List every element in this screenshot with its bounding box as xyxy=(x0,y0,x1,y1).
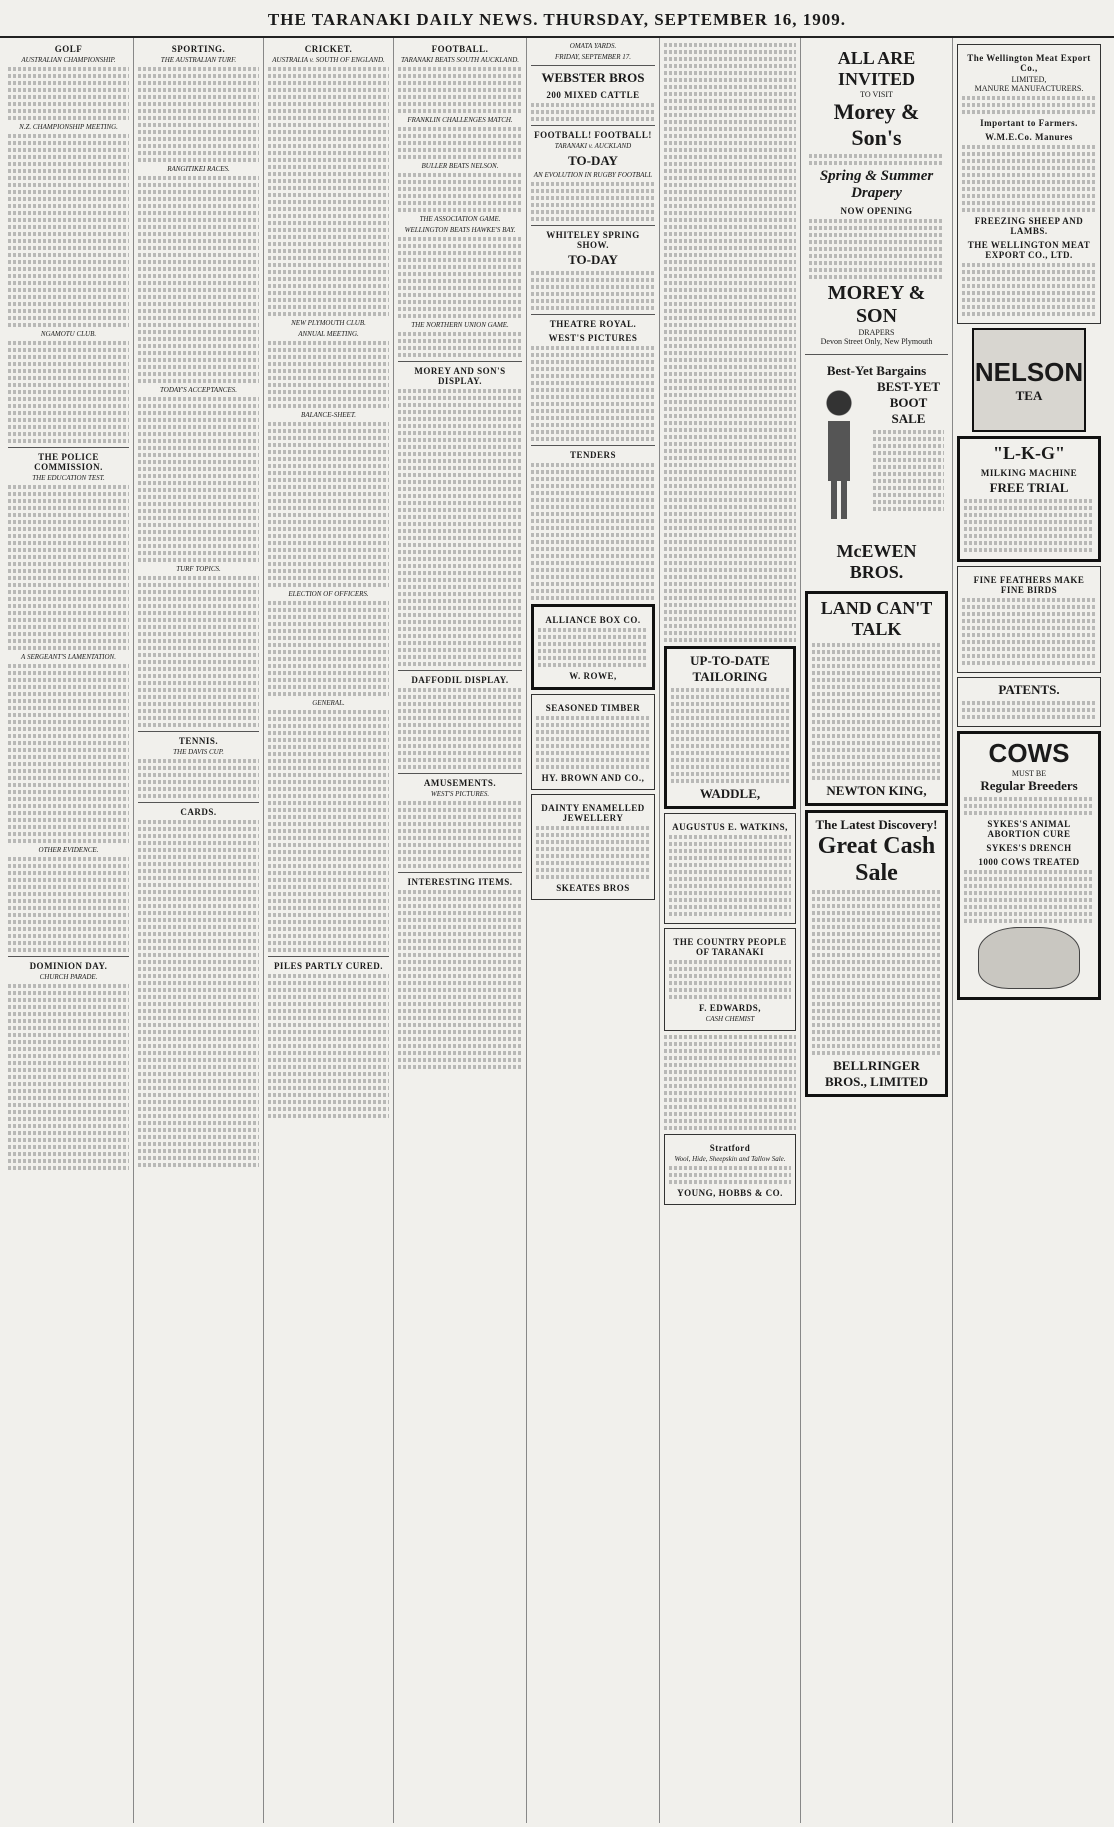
morey-and-son: MOREY & SON xyxy=(827,282,926,327)
cricket-body xyxy=(268,67,389,316)
newton-king: NEWTON KING, xyxy=(826,783,927,798)
jewellery-ad xyxy=(531,794,655,900)
webster-bros-ad-title: WEBSTER BROS xyxy=(541,70,645,85)
bellringer-ad xyxy=(805,810,948,1097)
whiteley-body xyxy=(531,271,655,310)
boy-illustration xyxy=(809,385,869,535)
patents: PATENTS. xyxy=(998,682,1060,697)
dominion-day-heading: DOMINION DAY. xyxy=(29,961,108,971)
education-test-subheading: THE EDUCATION TEST. xyxy=(32,474,105,482)
all-are-invited: ALL ARE INVITED xyxy=(837,48,916,89)
waddle: WADDLE, xyxy=(699,786,761,801)
tennis-body xyxy=(138,759,259,798)
column-3 xyxy=(264,38,394,1823)
country-people-title: THE COUNTRY PEOPLE OF TARANAKI xyxy=(673,937,787,957)
football-body-4 xyxy=(398,237,522,318)
seasoned-timber-title: SEASONED TIMBER xyxy=(545,703,641,713)
northern-union-game-subheading: THE NORTHERN UNION GAME. xyxy=(411,321,509,329)
drapers: DRAPERS xyxy=(858,328,895,337)
general-body xyxy=(268,710,389,952)
hy-brown-co: HY. BROWN AND CO., xyxy=(541,773,645,783)
stratford-body xyxy=(669,1166,791,1184)
must-be: MUST BE xyxy=(1011,769,1047,778)
1000-cows-treated: 1000 COWS TREATED xyxy=(978,857,1080,867)
young-hobbs: YOUNG, HOBBS & CO. xyxy=(677,1188,783,1198)
bellringer-bros: BELLRINGER BROS., LIMITED xyxy=(825,1058,928,1089)
milking-machine: MILKING MACHINE xyxy=(980,468,1078,478)
other-evidence-subheading: OTHER EVIDENCE. xyxy=(38,846,99,854)
election-of-officers-subheading: ELECTION OF OFFICERS. xyxy=(288,590,369,598)
country-people-ad xyxy=(664,928,796,1031)
amusements-heading: AMUSEMENTS. xyxy=(423,778,497,788)
boot-sale-body xyxy=(873,430,944,511)
tailoring-body xyxy=(671,688,789,783)
whiteley-spring-show-title: WHITELEY SPRING SHOW. xyxy=(546,230,640,250)
nz-championship-body xyxy=(8,134,129,327)
cards-heading: CARDS. xyxy=(180,807,217,817)
amusements-body xyxy=(398,801,522,868)
nelson-tea-ad xyxy=(972,328,1086,432)
football-ad-title: FOOTBALL! FOOTBALL! xyxy=(534,130,652,140)
evolution-rugby-text: AN EVOLUTION IN RUGBY FOOTBALL xyxy=(533,171,653,179)
tenders-title: TENDERS xyxy=(569,450,616,460)
ngamotu-club-heading: NGAMOTU CLUB. xyxy=(40,330,97,338)
patents-body xyxy=(962,701,1096,719)
association-game-subheading: THE ASSOCIATION GAME. xyxy=(419,215,501,223)
annual-meeting-body xyxy=(268,341,389,408)
tennis-heading: TENNIS. xyxy=(178,736,219,746)
annual-meeting-subheading: ANNUAL MEETING. xyxy=(298,330,359,338)
up-to-date-tailoring: UP-TO-DATE TAILORING xyxy=(690,653,770,684)
police-commission-heading: THE POLICE COMMISSION. xyxy=(34,452,103,472)
theatre-wests-pictures: WEST'S PICTURES xyxy=(548,333,638,343)
manure-manufacturers: MANURE MANUFACTURERS. xyxy=(974,84,1084,93)
daffodil-display-heading: DAFFODIL DISPLAY. xyxy=(411,675,509,685)
tenders-body xyxy=(531,463,655,600)
other-evidence-body xyxy=(8,857,129,952)
piles-partly-cured-heading: PILES PARTLY CURED. xyxy=(273,961,384,971)
watkins-body xyxy=(669,835,791,916)
nelson: NELSON xyxy=(974,356,1084,387)
free-trial: FREE TRIAL xyxy=(989,480,1069,495)
buller-beats-nelson-subheading: BULLER BEATS NELSON. xyxy=(421,162,499,170)
meat-export-ad xyxy=(957,44,1101,324)
football-ad-body xyxy=(531,182,655,221)
f-edwards: F. EDWARDS, xyxy=(699,1003,761,1013)
fine-feathers: FINE FEATHERS MAKE FINE BIRDS xyxy=(973,575,1085,595)
masthead xyxy=(0,0,1114,38)
column-2 xyxy=(134,38,264,1823)
golf-body xyxy=(8,67,129,120)
turf-topics-heading: TURF TOPICS. xyxy=(176,565,221,573)
church-parade-subheading: CHURCH PARADE. xyxy=(39,973,98,981)
manures-body xyxy=(962,145,1096,212)
tea: TEA xyxy=(1015,387,1043,403)
now-opening: NOW OPENING xyxy=(840,206,913,216)
football-body-1 xyxy=(398,67,522,113)
webster-bros-body xyxy=(531,103,655,121)
to-visit: TO VISIT xyxy=(860,90,893,99)
morey-display-body xyxy=(398,389,522,666)
taranaki-beats-south-auckland-subheading: TARANAKI BEATS SOUTH AUCKLAND. xyxy=(400,56,520,64)
column-8 xyxy=(953,38,1105,1823)
sykes-drench: SYKES'S DRENCH xyxy=(986,843,1072,853)
dominion-day-body xyxy=(8,984,129,1170)
cricket-heading: CRICKET. xyxy=(304,44,353,54)
todays-acceptances-heading: TODAY'S ACCEPTANCES. xyxy=(160,386,237,394)
golf-subheading: AUSTRALIAN CHAMPIONSHIP. xyxy=(21,56,116,64)
feathers-body xyxy=(962,598,1096,665)
interesting-items-heading: INTERESTING ITEMS. xyxy=(407,877,513,887)
omata-yards-date: FRIDAY, SEPTEMBER 17. xyxy=(555,53,631,61)
todays-acceptances-body xyxy=(138,397,259,562)
morey-display-heading: MOREY AND SON'S DISPLAY. xyxy=(414,366,506,386)
nz-championship-heading: N.Z. CHAMPIONSHIP MEETING. xyxy=(19,123,118,131)
dainty-jewellery-title: DAINTY ENAMELLED JEWELLERY xyxy=(541,803,645,823)
lkg: "L-K-G" xyxy=(993,443,1065,463)
morey-son-ad xyxy=(805,44,948,350)
football-body-3 xyxy=(398,173,522,212)
classifieds-body xyxy=(664,43,796,642)
cows-body xyxy=(964,797,1094,815)
land-cant-talk: LAND CAN'T TALK xyxy=(820,598,933,639)
column-7 xyxy=(801,38,953,1823)
morey-sons: Morey & Son's xyxy=(833,99,920,150)
police-commission-body xyxy=(8,485,129,650)
golf-heading: GOLF xyxy=(54,44,83,54)
milking-machine-ad xyxy=(957,436,1101,562)
jewellery-body xyxy=(536,826,650,879)
football-heading: FOOTBALL. xyxy=(431,44,489,54)
column-6 xyxy=(660,38,801,1823)
rangitikei-races-body xyxy=(138,176,259,383)
turf-topics-body xyxy=(138,576,259,727)
patents-ad xyxy=(957,677,1101,727)
theatre-body xyxy=(531,346,655,441)
alliance-box-co: ALLIANCE BOX CO. xyxy=(545,615,641,625)
omata-yards-heading: OMATA YARDS. xyxy=(569,42,617,50)
franklin-challenges-subheading: FRANKLIN CHALLENGES MATCH. xyxy=(407,116,513,124)
important-to-farmers: Important to Farmers. xyxy=(980,118,1078,128)
great-cash-sale: Great Cash Sale xyxy=(817,833,936,886)
beehives-body xyxy=(538,628,648,667)
column-4 xyxy=(394,38,527,1823)
wellington-meat-export: The Wellington Meat Export Co., xyxy=(967,53,1091,73)
wellington-meat-export-ltd: THE WELLINGTON MEAT EXPORT CO., LTD. xyxy=(967,240,1091,260)
beehives-ad xyxy=(531,604,655,690)
best-yet-boot-sale: BEST-YET BOOT SALE xyxy=(876,379,941,426)
marine-insurance-body xyxy=(664,1035,796,1130)
stratford-sale-ad xyxy=(664,1134,796,1205)
wests-pictures-subheading: WEST'S PICTURES. xyxy=(430,790,490,798)
piles-body xyxy=(268,974,389,1118)
column-1 xyxy=(4,38,134,1823)
boot-sale-ad xyxy=(805,359,948,587)
mcewen-bros: McEWEN BROS. xyxy=(836,541,917,582)
spring-summer-drapery: Spring & Summer Drapery xyxy=(819,168,934,201)
new-plymouth-club-heading: NEW PLYMOUTH CLUB. xyxy=(291,319,366,327)
election-of-officers-body xyxy=(268,601,389,696)
general-subheading: GENERAL. xyxy=(312,699,345,707)
wellington-beats-hawkes-bay-subheading: WELLINGTON BEATS HAWKE'S BAY. xyxy=(404,226,516,234)
land-body xyxy=(812,643,941,780)
freezing-body xyxy=(962,263,1096,316)
stratford-title: Stratford xyxy=(709,1143,751,1153)
theatre-royal-title: THEATRE ROYAL. xyxy=(549,319,637,329)
latest-discovery: The Latest Discovery! xyxy=(815,817,938,832)
ngamotu-club-body xyxy=(8,341,129,443)
limited: LIMITED, xyxy=(1011,75,1047,84)
mixed-cattle-text: 200 MIXED CATTLE xyxy=(546,90,640,100)
football-body-5 xyxy=(398,332,522,357)
wool-hide-sale: Wool, Hide, Sheepskin and Tallow Sale. xyxy=(674,1155,786,1163)
sykes-abortion-cure: SYKES'S ANIMAL ABORTION CURE xyxy=(987,819,1071,839)
football-today: TO-DAY xyxy=(568,153,618,168)
sergeants-lamentation-subheading: A SERGEANT'S LAMENTATION. xyxy=(21,653,116,661)
sporting-heading: SPORTING. xyxy=(171,44,226,54)
skeates-bros: SKEATES BROS xyxy=(556,883,630,893)
regular-breeders: Regular Breeders xyxy=(980,778,1078,793)
sykes-cows-ad xyxy=(957,731,1101,1000)
sykes-body xyxy=(964,870,1094,923)
taranaki-v-auckland: TARANAKI v. AUCKLAND xyxy=(554,142,632,150)
cash-chemist: CASH CHEMIST xyxy=(705,1015,755,1023)
morey-intro xyxy=(809,154,944,165)
football-body-2 xyxy=(398,127,522,159)
seasoned-timber-ad xyxy=(531,694,655,790)
australian-turf-subheading: THE AUSTRALIAN TURF. xyxy=(160,56,237,64)
milking-body xyxy=(964,499,1094,552)
w-rowe: W. ROWE, xyxy=(569,671,617,681)
bellringer-body xyxy=(812,890,941,1055)
cows: COWS xyxy=(988,738,1070,768)
balance-sheet-subheading: BALANCE-SHEET. xyxy=(301,411,356,419)
davis-cup-subheading: THE DAVIS CUP. xyxy=(173,748,224,756)
rangitikei-races-heading: RANGITIKEI RACES. xyxy=(167,165,230,173)
feathers-ad xyxy=(957,566,1101,673)
sergeants-lamentation-body xyxy=(8,664,129,843)
morey-body xyxy=(809,219,944,279)
best-yet-bargains: Best-Yet Bargains xyxy=(826,363,927,378)
seasoned-timber-body xyxy=(536,716,650,769)
devon-street: Devon Street Only, New Plymouth xyxy=(820,337,933,346)
freezing-sheep: FREEZING SHEEP AND LAMBS. xyxy=(974,216,1084,236)
balance-sheet-body xyxy=(268,422,389,587)
land-cant-talk-ad xyxy=(805,591,948,806)
watkins-ad xyxy=(664,813,796,924)
daffodil-body xyxy=(398,688,522,769)
newspaper-columns xyxy=(4,38,1110,1823)
meat-export-body xyxy=(962,96,1096,114)
column-5 xyxy=(527,38,660,1823)
whiteley-today: TO-DAY xyxy=(568,252,618,267)
australian-turf-body xyxy=(138,67,259,162)
tailoring-ad xyxy=(664,646,796,809)
wmeco-manures: W.M.E.Co. Manures xyxy=(985,132,1073,142)
country-people-body xyxy=(669,960,791,999)
cow-illustration xyxy=(978,927,1080,989)
interesting-items-body xyxy=(398,890,522,1069)
cards-body xyxy=(138,820,259,1167)
masthead-title: THE TARANAKI DAILY NEWS. THURSDAY, SEPTEMBER 16, 1909. xyxy=(267,10,847,29)
augustus-watkins: AUGUSTUS E. WATKINS, xyxy=(672,822,788,832)
australia-v-south-england-subheading: AUSTRALIA v. SOUTH OF ENGLAND. xyxy=(272,56,385,64)
